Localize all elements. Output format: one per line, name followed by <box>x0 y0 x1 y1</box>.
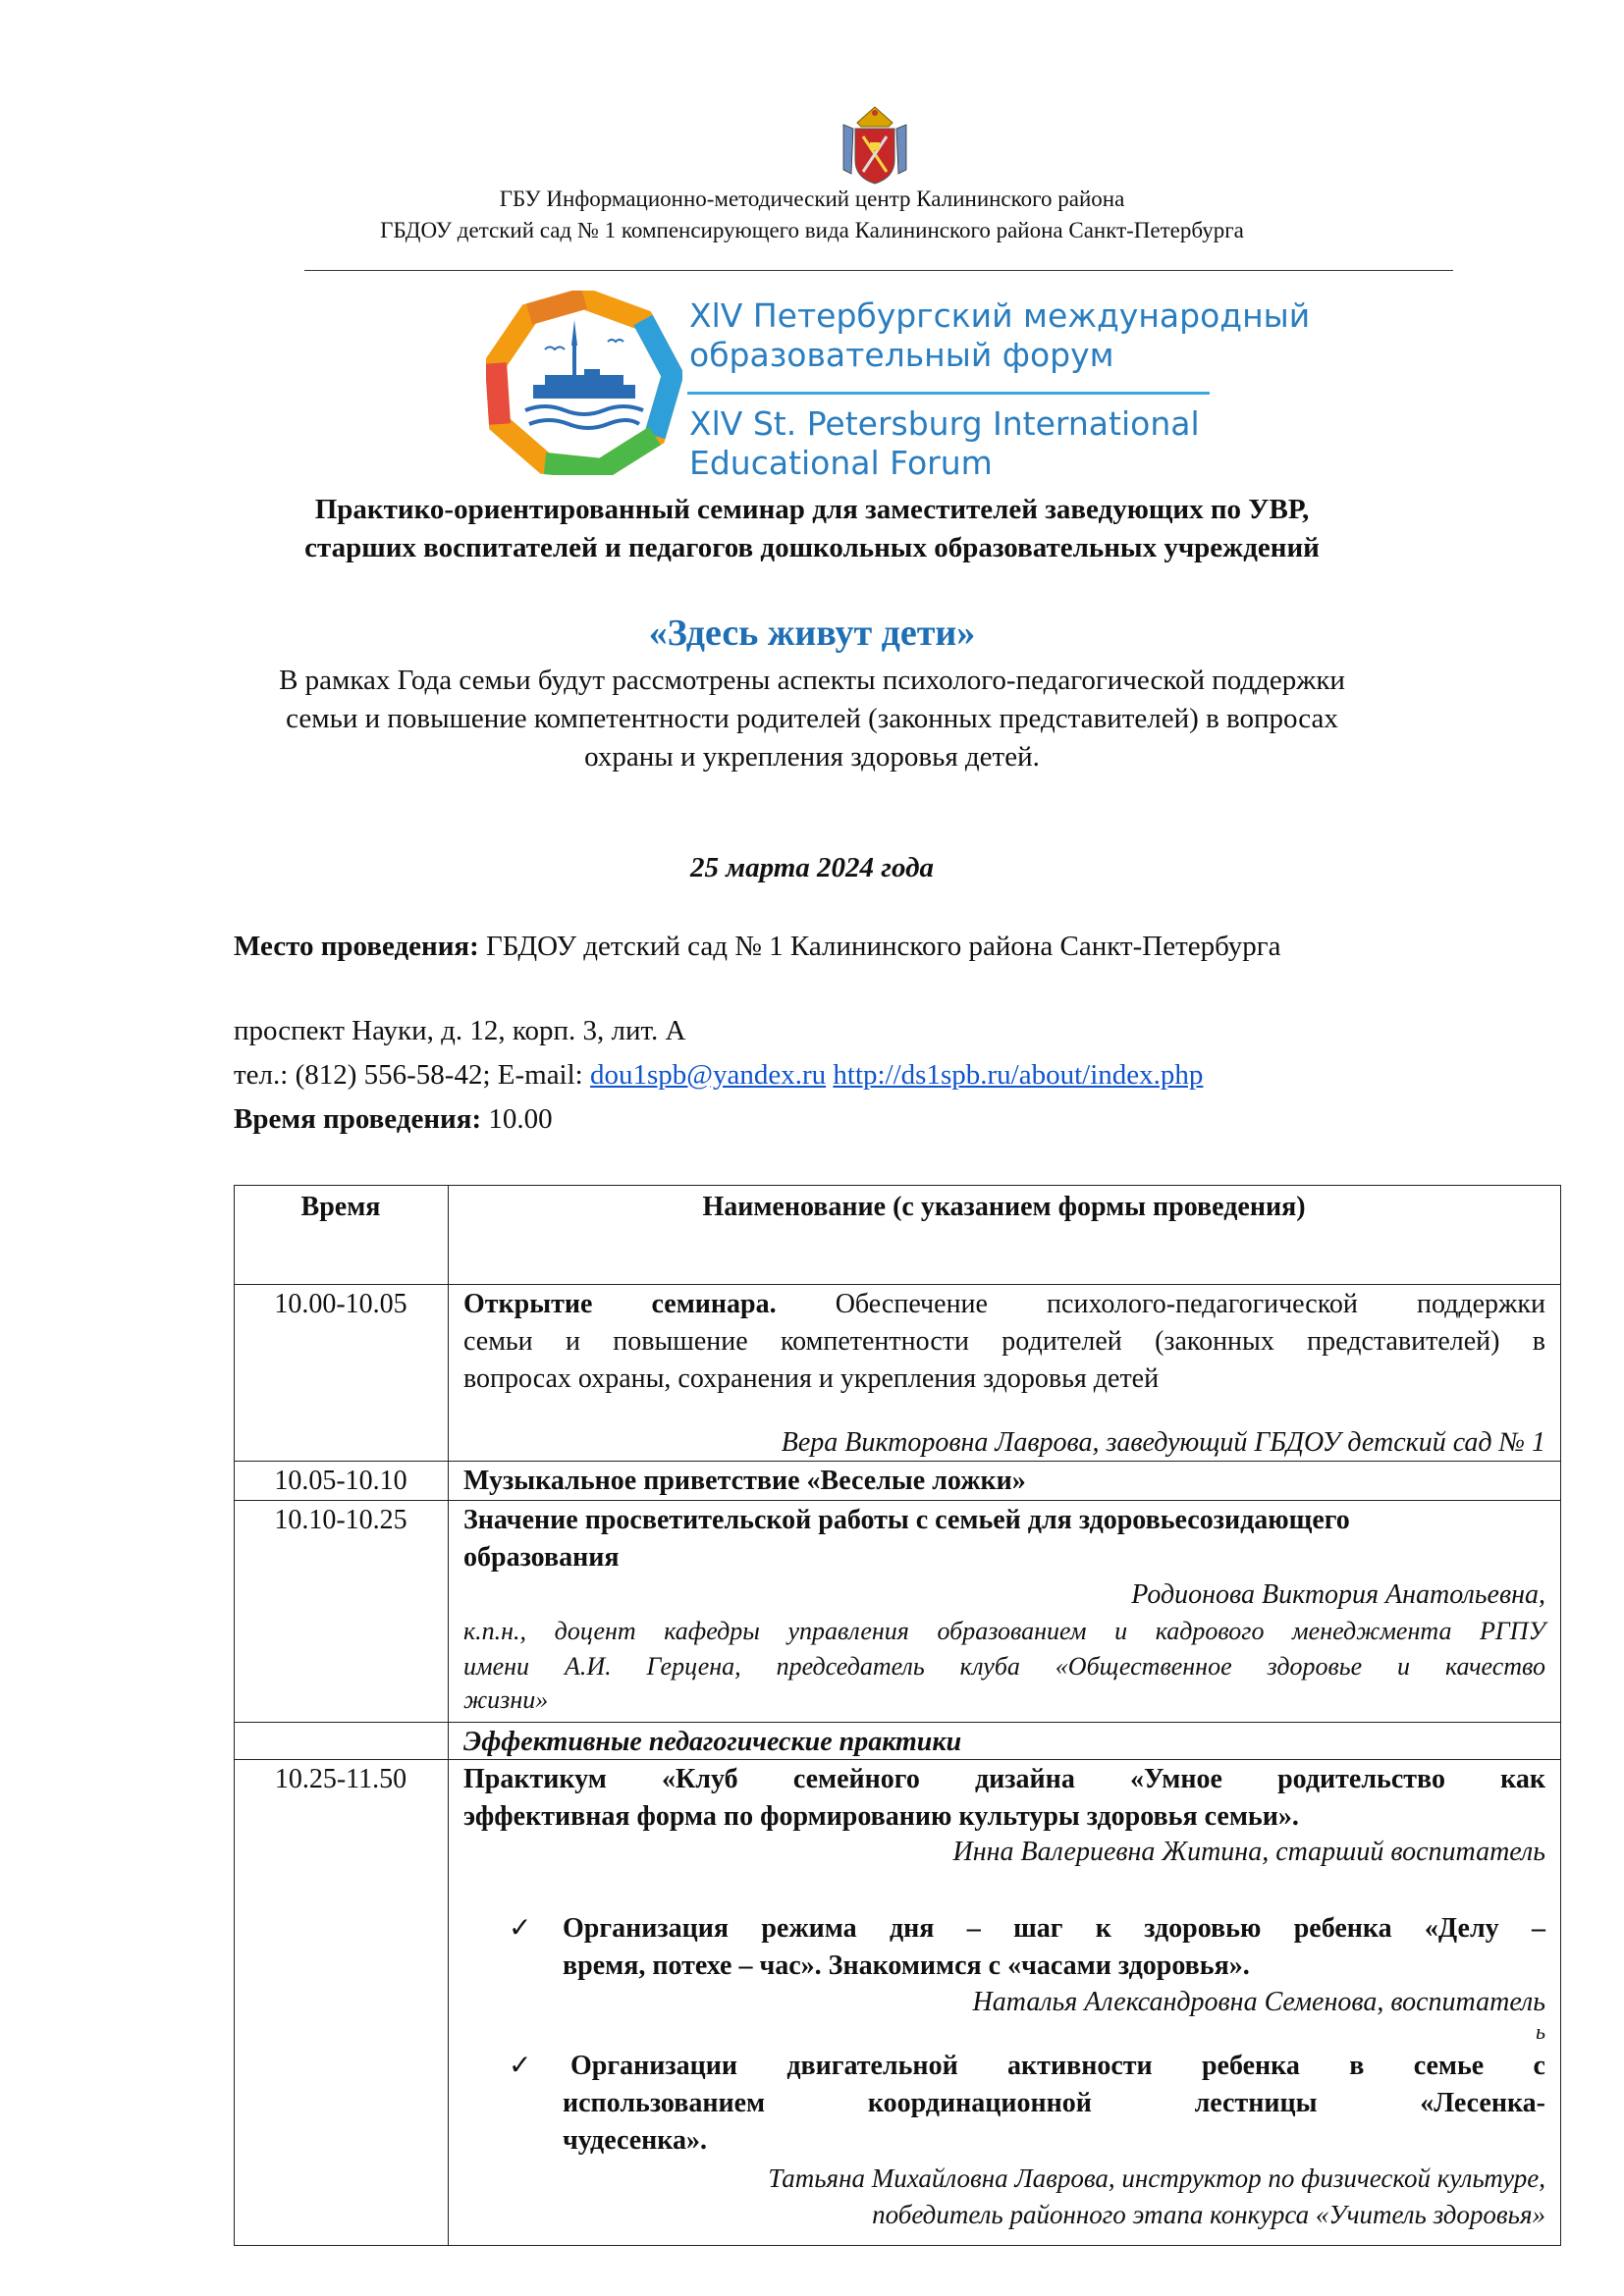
row-3-title-line-2: образования <box>463 1542 620 1573</box>
forum-title-en-line-1: XlV St. Petersburg International <box>689 404 1200 443</box>
saint-petersburg-coat-of-arms-icon <box>838 103 912 187</box>
item-2-speaker-line-1: Татьяна Михайловна Лаврова, инструктор по физической культуре, <box>768 2163 1545 2193</box>
seminar-title-line-1: Практико-ориентированный семинар для заместителей заведующих по УВР, <box>314 494 1310 525</box>
row-1-time: 10.00-10.05 <box>274 1289 407 1319</box>
forum-title-en-line-2: Educational Forum <box>689 444 993 482</box>
table-border-right <box>1560 1185 1561 2246</box>
checkmark-icon: ✓ <box>509 2049 532 2081</box>
table-border-bottom <box>234 2245 1561 2246</box>
row-2-time: 10.05-10.10 <box>274 1466 407 1496</box>
forum-title-ru-line-2: образовательный форум <box>689 336 1114 374</box>
item-2-speaker-line-2: победитель районного этапа конкурса «Учитель здоровья» <box>872 2200 1545 2229</box>
program-table <box>234 1185 1561 2246</box>
item-1-line-1: Организация режима дня – шаг к здоровью ребенка «Делу – <box>563 1913 1545 1944</box>
organization-line-1: ГБУ Информационно-методический центр Калининского района <box>499 187 1125 211</box>
row-3-speaker-name: Родионова Виктория Анатольевна, <box>1131 1579 1545 1610</box>
item-2-line-1: Организации двигательной активности ребенка в семье с <box>570 2051 1545 2081</box>
column-header-time: Время <box>300 1192 381 1222</box>
venue-value: ГБДОУ детский сад № 1 Калининского района Санкт-Петербурга <box>478 931 1281 962</box>
item-2-line-2: использованием координационной лестницы «Лесенка- <box>563 2088 1545 2118</box>
row-1-speaker: Вера Викторовна Лаврова, заведующий ГБДОУ детский сад № 1 <box>781 1427 1545 1458</box>
row-5-time: 10.25-11.50 <box>274 1764 407 1794</box>
time-line <box>234 1103 553 1136</box>
forum-logo-divider <box>687 392 1210 395</box>
table-border-top <box>234 1185 1561 1186</box>
phone-text: тел.: (812) 556-58-42; E-mail: <box>234 1059 590 1091</box>
row-3-speaker-line-4: жизни» <box>463 1685 549 1714</box>
item-2-line-3: чудесенка». <box>563 2125 707 2156</box>
checkmark-icon: ✓ <box>509 1911 532 1944</box>
table-border-left <box>234 1185 235 2246</box>
contacts-line <box>234 1059 1203 1092</box>
seminar-title-line-2: старших воспитателей и педагогов дошкольных образовательных учреждений <box>304 532 1320 563</box>
time-value: 10.00 <box>481 1103 553 1135</box>
venue-label: Место проведения: <box>234 931 479 962</box>
row-3-speaker-line-2: к.п.н., доцент кафедры управления образованием и кадрового менеджмента РГПУ <box>463 1617 1545 1645</box>
row-1-line-2: семьи и повышение компетентности родителей (законных представителей) в <box>463 1326 1545 1357</box>
venue-address: проспект Науки, д. 12, корп. 3, лит. А <box>234 1015 686 1046</box>
row-1-line-1 <box>463 1286 1545 1323</box>
website-link[interactable]: http://ds1spb.ru/about/index.php <box>833 1059 1204 1091</box>
item-1-line-2: время, потехе – час». Знакомимся с «часами здоровья». <box>563 1950 1250 1981</box>
table-row-divider <box>234 1500 1561 1501</box>
forum-title-ru-line-1: XlV Петербургский международный <box>689 296 1311 335</box>
item-1-speaker: Наталья Александровна Семенова, воспитатель <box>972 1987 1545 2017</box>
row-1-line-3: вопросах охраны, сохранения и укрепления здоровья детей <box>463 1363 1160 1394</box>
row-1-line-1-text: Обеспечение психолого-педагогической поддержки <box>776 1289 1545 1319</box>
column-header-name: Наименование (с указанием формы проведения) <box>702 1192 1306 1222</box>
table-row-divider <box>234 1722 1561 1723</box>
row-5-title-line-1: Практикум «Клуб семейного дизайна «Умное родительство как <box>463 1764 1545 1794</box>
table-row-divider <box>234 1284 1561 1285</box>
row-3-title-line-1: Значение просветительской работы с семьей для здоровьесозидающего <box>463 1505 1350 1535</box>
row-5-speaker: Инна Валериевна Житина, старший воспитатель <box>952 1837 1545 1867</box>
row-1-title: Открытие семинара. <box>463 1289 777 1319</box>
section-heading: Эффективные педагогические практики <box>463 1727 962 1757</box>
time-label: Время проведения: <box>234 1103 482 1135</box>
forum-logo-icon <box>486 291 682 475</box>
row-3-speaker-line-3: имени А.И. Герцена, председатель клуба «Общественное здоровье и качество <box>463 1652 1545 1681</box>
seminar-description-line-2: семьи и повышение компетентности родителей (законных представителей) в вопросах <box>286 703 1338 734</box>
seminar-description-line-1: В рамках Года семьи будут рассмотрены аспекты психолого-педагогической поддержки <box>279 665 1345 696</box>
table-column-divider <box>448 1185 449 2246</box>
seminar-slogan: «Здесь живут дети» <box>648 613 976 654</box>
row-2-title: Музыкальное приветствие «Веселые ложки» <box>463 1466 1026 1496</box>
seminar-description-line-3: охраны и укрепления здоровья детей. <box>584 741 1040 773</box>
venue-line <box>234 931 1281 963</box>
seminar-date: 25 марта 2024 года <box>689 852 934 883</box>
organization-line-2: ГБДОУ детский сад № 1 компенсирующего вида Калининского района Санкт-Петербурга <box>380 218 1244 242</box>
header-divider <box>304 270 1453 271</box>
item-1-speaker-wrap: ь <box>1535 2019 1545 2044</box>
row-5-title-line-2: эффективная форма по формированию культуры здоровья семьи». <box>463 1801 1299 1832</box>
email-link[interactable]: dou1spb@yandex.ru <box>589 1059 827 1091</box>
row-3-time: 10.10-10.25 <box>274 1505 407 1535</box>
